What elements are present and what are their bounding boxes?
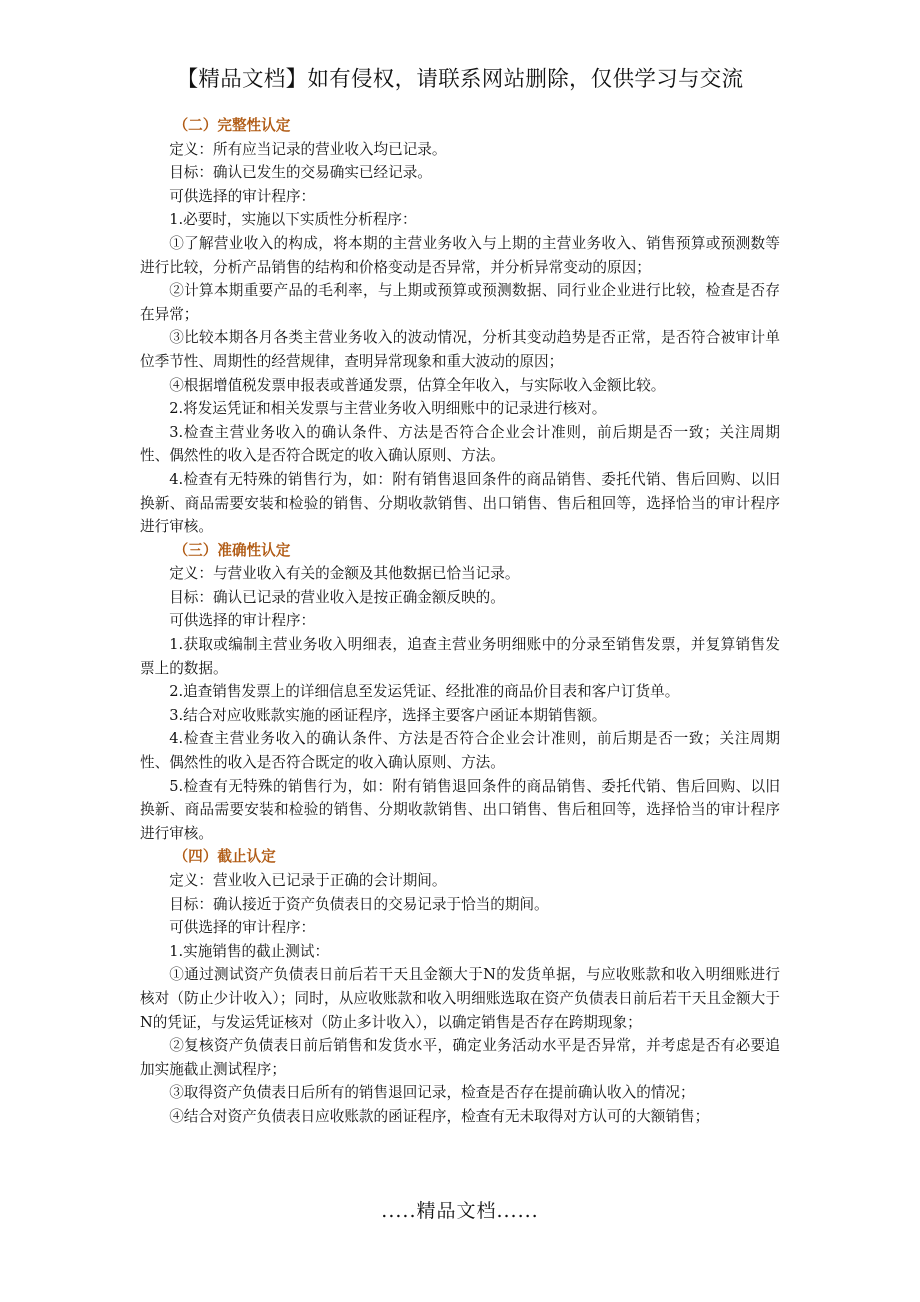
document-body [140,114,780,1129]
paragraph: 2.追查销售发票上的详细信息至发运凭证、经批准的商品价目表和客户订货单。 [169,683,680,701]
page-header: 【精品文档】如有侵权，请联系网站删除，仅供学习与交流 [176,67,744,92]
paragraph: 4.检查主营业务收入的确认条件、方法是否符合企业会计准则，前后期是否一致；关注周期性、偶然性的收入是否符合既定的收入确认原则、方法。 [140,730,780,772]
paragraph: 定义：营业收入已记录于正确的会计期间。 [169,872,447,889]
page-footer: .....精品文档...... [381,1200,539,1222]
paragraph: 定义：与营业收入有关的金额及其他数据已恰当记录。 [169,565,520,583]
paragraph: ②复核资产负债表日前后销售和发货水平，确定业务活动水平是否异常，并考虑是否有必要追加实施截止测试程序； [140,1037,780,1078]
section-heading: （二）完整性认定 [173,117,291,134]
paragraph: 可供选择的审计程序： [169,187,316,205]
paragraph: 4.检查有无特殊的销售行为，如：附有销售退回条件的商品销售、委托代销、售后回购、以旧换新、商品需要安装和检验的销售、分期收款销售、出口销售、售后租回等，选择恰当的审计程序进行审核。 [140,470,780,536]
paragraph: 1.必要时，实施以下实质性分析程序： [169,211,417,229]
paragraph: ②计算本期重要产品的毛利率，与上期或预算或预测数据、同行业企业进行比较，检查是否存在异常； [140,282,780,323]
paragraph: 2.将发运凭证和相关发票与主营业务收入明细账中的记录进行核对。 [169,400,607,418]
section-heading: （三）准确性认定 [173,541,291,559]
paragraph: 1.获取或编制主营业务收入明细表，追查主营业务明细账中的分录至销售发票，并复算销售发票上的数据。 [140,636,780,677]
paragraph: 可供选择的审计程序： [169,612,316,630]
paragraph: 目标：确认已记录的营业收入是按正确金额反映的。 [169,588,505,606]
paragraph: 5.检查有无特殊的销售行为，如：附有销售退回条件的商品销售、委托代销、售后回购、以旧换新、商品需要安装和检验的销售、分期收款销售、出口销售、售后租回等，选择恰当的审计程序进行审核。 [140,777,780,842]
paragraph: 1.实施销售的截止测试： [169,942,330,960]
paragraph: ③取得资产负债表日后所有的销售退回记录，检查是否存在提前确认收入的情况； [169,1084,695,1102]
paragraph: 定义：所有应当记录的营业收入均已记录。 [169,140,447,158]
paragraph: 目标：确认接近于资产负债表日的交易记录于恰当的期间。 [169,895,549,913]
paragraph: ③比较本期各月各类主营业务收入的波动情况，分析其变动趋势是否正常，是否符合被审计单位季节性、周期性的经营规律，查明异常现象和重大波动的原因； [140,329,780,370]
paragraph: 3.结合对应收账款实施的函证程序，选择主要客户函证本期销售额。 [169,706,607,724]
section-heading: （四）截止认定 [173,848,276,866]
paragraph: ①了解营业收入的构成，将本期的主营业务收入与上期的主营业务收入、销售预算或预测数等进行比较，分析产品销售的结构和价格变动是否异常，并分析异常变动的原因； [140,234,780,276]
paragraph: ④根据增值税发票申报表或普通发票，估算全年收入，与实际收入金额比较。 [169,376,666,394]
paragraph: ④结合对资产负债表日应收账款的函证程序，检查有无未取得对方认可的大额销售； [169,1107,710,1125]
paragraph: 3.检查主营业务收入的确认条件、方法是否符合企业会计准则，前后期是否一致；关注周期性、偶然性的收入是否符合既定的收入确认原则、方法。 [140,423,780,465]
paragraph: 目标：确认已发生的交易确实已经记录。 [169,164,432,182]
paragraph: 可供选择的审计程序： [169,919,316,937]
paragraph: ①通过测试资产负债表日前后若干天且金额大于N的发货单据，与应收账款和收入明细账进行核对（防止少计收入）；同时，从应收账款和收入明细账选取在资产负债表日前后若干天且金额大于N的凭证，与发运凭证核对（防止多计收入），以确定销售是否存在跨期现象； [140,966,780,1031]
